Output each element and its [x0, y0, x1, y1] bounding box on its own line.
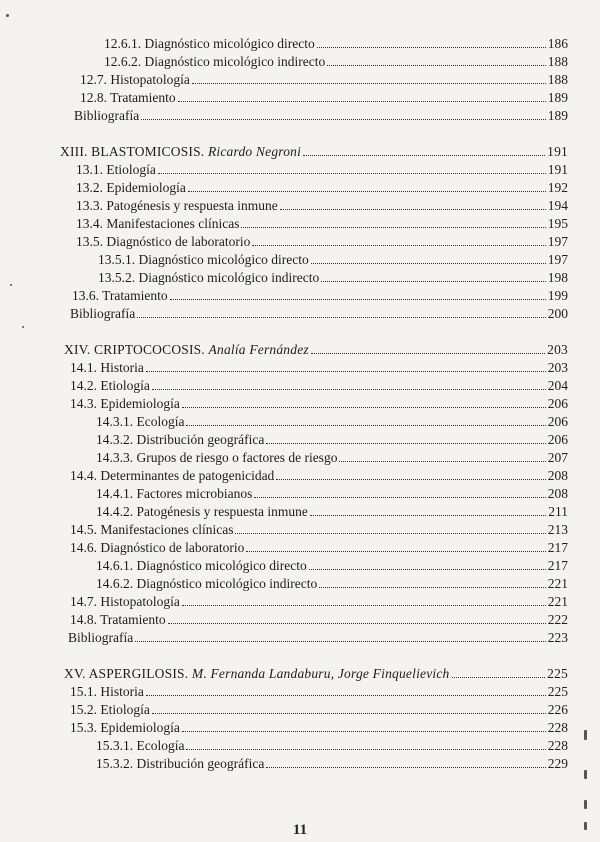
toc-entry [70, 612, 568, 628]
toc-entry-label [96, 432, 264, 448]
toc-entry-label [76, 234, 250, 250]
toc-entry-page: 195 [547, 216, 568, 231]
toc-entry-label [98, 252, 309, 268]
toc-entry-title: 13.3. Patogénesis y respuesta inmune [76, 198, 278, 213]
toc-entry [76, 234, 568, 250]
toc-entry-title: 14.3.2. Distribución geográfica [96, 432, 265, 447]
toc-entry-title: 14.5. Manifestaciones clínicas [70, 522, 234, 537]
toc-entry-page: 197 [547, 234, 568, 249]
toc-entry [70, 540, 568, 556]
toc-entry-page: 189 [547, 90, 568, 105]
toc-entry-title: 14.6.1. Diagnóstico micológico directo [96, 558, 307, 573]
toc-leader-dots [254, 497, 545, 498]
toc-entry-page: 217 [547, 558, 568, 573]
toc-entry-label [96, 756, 264, 772]
toc-leader-dots [319, 587, 546, 588]
toc-leader-dots [178, 101, 546, 102]
toc-entry-title: Bibliografía [70, 306, 136, 321]
toc-entry-page: 208 [547, 486, 568, 501]
scan-speck [22, 326, 24, 328]
toc-entry-title: 14.8. Tratamiento [70, 612, 166, 627]
toc-leader-dots [146, 695, 546, 696]
toc-entry-title: 12.7. Histopatología [80, 72, 190, 87]
toc-entry-page: 211 [548, 504, 568, 519]
toc-entry-title: 15.3. Epidemiología [70, 720, 180, 735]
toc-entry [96, 558, 568, 574]
toc-leader-dots [452, 677, 546, 678]
toc-leader-dots [186, 425, 545, 426]
toc-entry-label [72, 288, 168, 304]
toc-leader-dots [339, 461, 545, 462]
toc-leader-dots [241, 227, 545, 228]
toc-entry [96, 756, 568, 772]
toc-leader-dots [317, 47, 546, 48]
toc-entry [70, 684, 568, 700]
toc-entry-page: 206 [547, 414, 568, 429]
toc-entry [96, 450, 568, 466]
toc-entry-title: 14.2. Etiología [70, 378, 150, 393]
toc-entry-page: 229 [547, 756, 568, 771]
toc-entry [98, 270, 568, 286]
toc-entry-author: Analía Fernández [208, 342, 309, 357]
toc-entry-page: 217 [547, 540, 568, 555]
toc-entry-page: 213 [547, 522, 568, 537]
toc-entry-page: 203 [547, 360, 568, 375]
toc-entry [68, 630, 568, 646]
toc-entry-title: 15.2. Etiología [70, 702, 150, 717]
toc-entry-page: 228 [547, 720, 568, 735]
toc-entry [104, 54, 568, 70]
toc-leader-dots [186, 749, 545, 750]
toc-entry-page: 206 [547, 396, 568, 411]
toc-entry-page: 199 [547, 288, 568, 303]
toc-entry-title: 13.5.1. Diagnóstico micológico directo [98, 252, 309, 267]
toc-entry-title: 13.5.2. Diagnóstico micológico indirecto [98, 270, 320, 285]
toc-entry [96, 486, 568, 502]
toc-leader-dots [321, 281, 546, 282]
toc-entry-label [70, 684, 144, 700]
toc-leader-dots [170, 299, 546, 300]
toc-entry-title: Bibliografía [74, 108, 140, 123]
toc-entry-label [76, 180, 186, 196]
toc-entry-label [76, 198, 278, 214]
toc-entry-label [70, 702, 150, 718]
scan-speck [584, 730, 587, 740]
toc-leader-dots [146, 371, 546, 372]
toc-leader-dots [152, 713, 546, 714]
toc-entry-page: 191 [547, 162, 568, 177]
toc-entry-label [80, 90, 176, 106]
toc-entry-title: 14.4.1. Factores microbianos [96, 486, 253, 501]
scan-speck [6, 14, 9, 17]
toc-entry-label [70, 306, 135, 322]
toc-entry-page: 221 [547, 576, 568, 591]
toc-entry-label [96, 414, 184, 430]
toc-entry-label [74, 108, 139, 124]
toc-entry-label [70, 720, 180, 736]
toc-leader-dots [168, 623, 546, 624]
toc-entry [76, 162, 568, 178]
toc-entry-label [76, 162, 156, 178]
toc-entry-label [60, 144, 301, 160]
toc-chapter-entry [60, 144, 568, 160]
toc-entry-title: 14.6.2. Diagnóstico micológico indirecto [96, 576, 318, 591]
toc-entry-author: Ricardo Negroni [207, 144, 302, 159]
toc-entry-title: XIV. CRIPTOCOCOSIS. [64, 342, 205, 357]
toc-entry-page: 203 [547, 342, 568, 357]
toc-entry [96, 738, 568, 754]
toc-leader-dots [188, 191, 546, 192]
toc-entry-page: 222 [547, 612, 568, 627]
toc-leader-dots [182, 731, 546, 732]
toc-entry-page: 192 [547, 180, 568, 195]
toc-entry-label [96, 450, 337, 466]
toc-chapter-entry [64, 666, 568, 682]
toc-entry [76, 180, 568, 196]
toc-entry [98, 252, 568, 268]
toc-entry-page: 225 [547, 666, 568, 681]
toc-entry-title: 13.1. Etiología [76, 162, 156, 177]
toc-entry-page: 225 [547, 684, 568, 699]
toc-leader-dots [303, 155, 545, 156]
toc-entry [70, 594, 568, 610]
toc-entry [96, 576, 568, 592]
toc-entry-label [76, 216, 239, 232]
toc-entry [70, 522, 568, 538]
toc-entry-label [70, 378, 150, 394]
toc-entry-label [70, 594, 180, 610]
toc-entry-author: M. Fernanda Landaburu, Jorge Finquelievich [191, 666, 450, 681]
toc-entry-title: 14.3.1. Ecología [96, 414, 185, 429]
toc-entry-title: 14.3. Epidemiología [70, 396, 180, 411]
toc-leader-dots [182, 407, 546, 408]
toc-entry-page: 208 [547, 468, 568, 483]
toc-entry [76, 216, 568, 232]
toc-entry-page: 198 [547, 270, 568, 285]
toc-entry-page: 228 [547, 738, 568, 753]
scan-speck [10, 284, 12, 286]
toc-leader-dots [246, 551, 545, 552]
toc-entry-page: 188 [547, 72, 568, 87]
toc-leader-dots [276, 479, 545, 480]
toc-entry-title: XIII. BLASTOMICOSIS. [60, 144, 205, 159]
toc-entry [70, 360, 568, 376]
toc-entry [80, 72, 568, 88]
toc-leader-dots [158, 173, 546, 174]
toc-entry-title: 15.1. Historia [70, 684, 144, 699]
toc-entry [70, 702, 568, 718]
toc-leader-dots [135, 641, 546, 642]
toc-entry-title: 14.4.2. Patogénesis y respuesta inmune [96, 504, 308, 519]
toc-entry-title: 14.1. Historia [70, 360, 144, 375]
toc-leader-dots [327, 65, 546, 66]
toc-leader-dots [252, 245, 545, 246]
scan-speck [584, 822, 587, 830]
toc-entry-title: 12.6.2. Diagnóstico micológico indirecto [104, 54, 326, 69]
toc-entry-page: 207 [547, 450, 568, 465]
toc-entry-label [70, 540, 244, 556]
toc-entry-title: Bibliografía [68, 630, 134, 645]
toc-leader-dots [309, 569, 546, 570]
toc-entry-label [96, 558, 307, 574]
page-number: 11 [292, 822, 308, 838]
toc-entry [70, 378, 568, 394]
toc-entry-title: 13.4. Manifestaciones clínicas [76, 216, 240, 231]
toc-entry-page: 206 [547, 432, 568, 447]
toc-leader-dots [152, 389, 546, 390]
toc-entry [70, 306, 568, 322]
toc-entry-title: 13.2. Epidemiología [76, 180, 186, 195]
toc-chapter-entry [64, 342, 568, 358]
toc-entry-page: 226 [547, 702, 568, 717]
toc-entry [96, 432, 568, 448]
toc-entry [96, 414, 568, 430]
toc-entry-label [70, 468, 274, 484]
toc-entry-label [104, 36, 315, 52]
toc-entry [70, 720, 568, 736]
toc-leader-dots [266, 443, 545, 444]
toc-entry [80, 90, 568, 106]
toc-entry-label [64, 342, 309, 358]
toc-entry-page: 204 [547, 378, 568, 393]
toc-entry-label [104, 54, 325, 70]
toc-leader-dots [266, 767, 545, 768]
toc-entry-label [98, 270, 319, 286]
toc-leader-dots [310, 515, 546, 516]
toc-entry-title: XV. ASPERGILOSIS. [64, 666, 189, 681]
toc-leader-dots [182, 605, 546, 606]
toc-leader-dots [235, 533, 545, 534]
toc-entry-title: 14.6. Diagnóstico de laboratorio [70, 540, 245, 555]
toc-entry-page: 189 [547, 108, 568, 123]
toc-entry-page: 200 [547, 306, 568, 321]
toc-entry-label [70, 396, 180, 412]
toc-leader-dots [311, 263, 546, 264]
scan-speck [584, 770, 587, 779]
toc-entry-title: 13.6. Tratamiento [72, 288, 168, 303]
toc-entry-label [70, 360, 144, 376]
toc-entry-title: 14.3.3. Grupos de riesgo o factores de riesgo [96, 450, 338, 465]
toc-leader-dots [192, 83, 546, 84]
toc-entry-page: 223 [547, 630, 568, 645]
toc-entry-title: 13.5. Diagnóstico de laboratorio [76, 234, 251, 249]
toc-entry [74, 108, 568, 124]
toc-entry-label [68, 630, 133, 646]
toc-entry-label [80, 72, 190, 88]
toc-leader-dots [280, 209, 546, 210]
toc-entry [104, 36, 568, 52]
toc-entry [72, 288, 568, 304]
toc-entry-page: 191 [547, 144, 568, 159]
toc-entry-title: 15.3.2. Distribución geográfica [96, 756, 265, 771]
toc-leader-dots [311, 353, 545, 354]
toc-entry-page: 186 [547, 36, 568, 51]
scan-speck [584, 800, 587, 809]
toc-entry-title: 14.7. Histopatología [70, 594, 180, 609]
toc-entry-title: 12.6.1. Diagnóstico micológico directo [104, 36, 315, 51]
toc-leader-dots [141, 119, 546, 120]
toc-entry-label [70, 522, 233, 538]
toc-entry-label [96, 504, 308, 520]
toc-entry-label [64, 666, 450, 682]
toc-entry-page: 221 [547, 594, 568, 609]
toc-entry [70, 396, 568, 412]
toc-entry-page: 197 [547, 252, 568, 267]
toc-entry-label [96, 486, 252, 502]
toc-entry-label [70, 612, 166, 628]
toc-entry-title: 15.3.1. Ecología [96, 738, 185, 753]
toc-entry-page: 194 [547, 198, 568, 213]
toc-entry [70, 468, 568, 484]
toc-entry-label [96, 576, 317, 592]
toc-entry-page: 188 [547, 54, 568, 69]
toc-entry-label [96, 738, 184, 754]
toc-entry [76, 198, 568, 214]
toc-entry [96, 504, 568, 520]
toc-leader-dots [137, 317, 546, 318]
toc-entry-title: 14.4. Determinantes de patogenicidad [70, 468, 275, 483]
toc-entry-title: 12.8. Tratamiento [80, 90, 176, 105]
